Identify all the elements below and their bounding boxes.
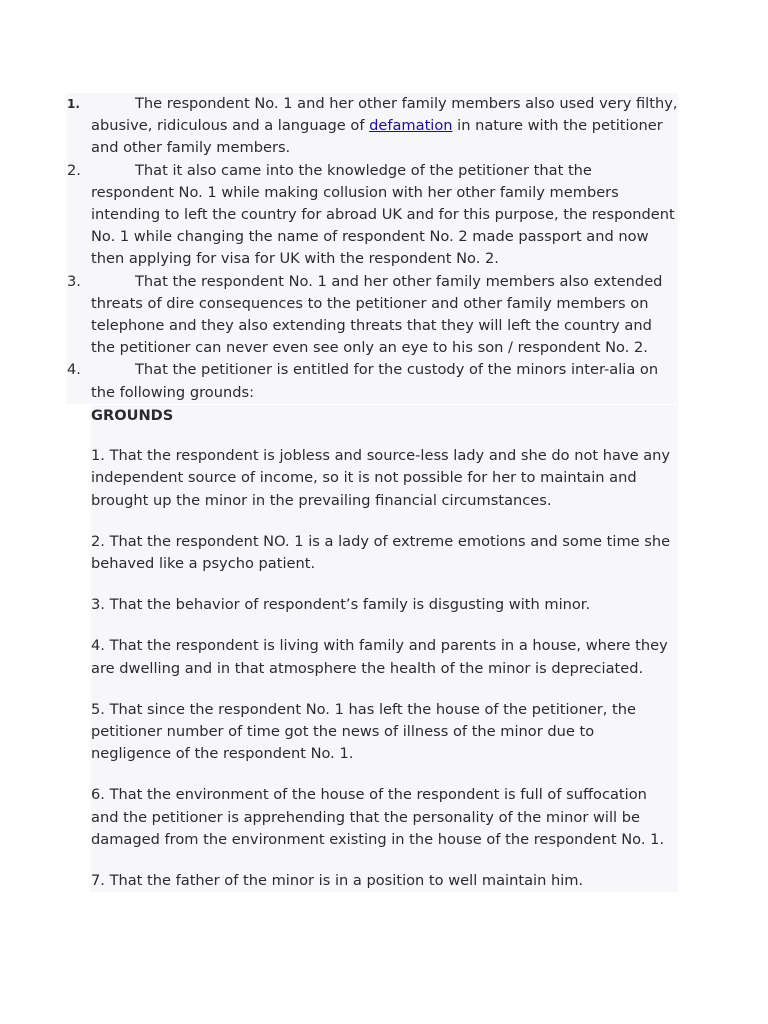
list-number: 4. [67,361,81,379]
ground-paragraph: 2. That the respondent NO. 1 is a lady of extreme emotions and some time she behaved like a psycho patient. [91,532,671,573]
list-item [67,271,678,360]
ground-paragraph: 4. That the respondent is living with family and parents in a house, where they are dwelling and in that atmosphere the health of the minor is depreciated. [91,637,668,677]
list-item [67,93,678,160]
list-item-text: That the respondent No. 1 and her other family members also extended threats of dire consequences to the petitioner and other family members on telephone and they also extending threats that they will left the country and the petitioner can never even see only an eye to his son / respondent No. 2. [91,272,663,357]
list-number: 1. [67,97,80,111]
list-number: 3. [67,272,81,290]
defamation-link[interactable]: defamation [369,117,453,135]
list-number: 2. [67,161,81,179]
list-item [67,160,678,271]
list-item-text: That the petitioner is entitled for the custody of the minors inter-alia on the following grounds: [91,361,659,401]
ground-paragraph: 5. That since the respondent No. 1 has left the house of the petitioner, the petitioner number of time got the news of illness of the minor due to negligence of the respondent No. 1. [91,700,636,763]
ground-paragraph: 1. That the respondent is jobless and source-less lady and she do not have any independent source of income, so it is not possible for her to maintain and brought up the minor in the prevailing financial circumstances. [91,447,671,509]
list-item [67,359,678,403]
ground-paragraph: 7. That the father of the minor is in a position to well maintain him. [91,872,584,890]
ground-paragraph: 6. That the environment of the house of the respondent is full of suffocation and the petitioner is apprehending that the personality of the minor will be damaged from the environment existing in the house of the respondent No. 1. [91,786,665,848]
list-item-text-part: The respondent No. 1 and her other family members also used very filthy, abusive, ridiculous and a language of [91,95,678,135]
list-item-text: That it also came into the knowledge of the petitioner that the respondent No. 1 while making collusion with her other family members intending to left the country for abroad UK and for this purpose, the respondent No. 1 while changing the name of respondent No. 2 made passport and now then applying for visa for UK with the respondent No. 2. [91,161,675,268]
list-item-text [91,93,678,160]
grounds-section [91,405,678,892]
ground-paragraph: 3. That the behavior of respondent’s family is disgusting with minor. [91,596,591,614]
grounds-heading: GROUNDS [91,407,174,424]
numbered-list [67,93,678,404]
list-item-text-part: in nature with the petitioner and other family members. [91,117,663,157]
